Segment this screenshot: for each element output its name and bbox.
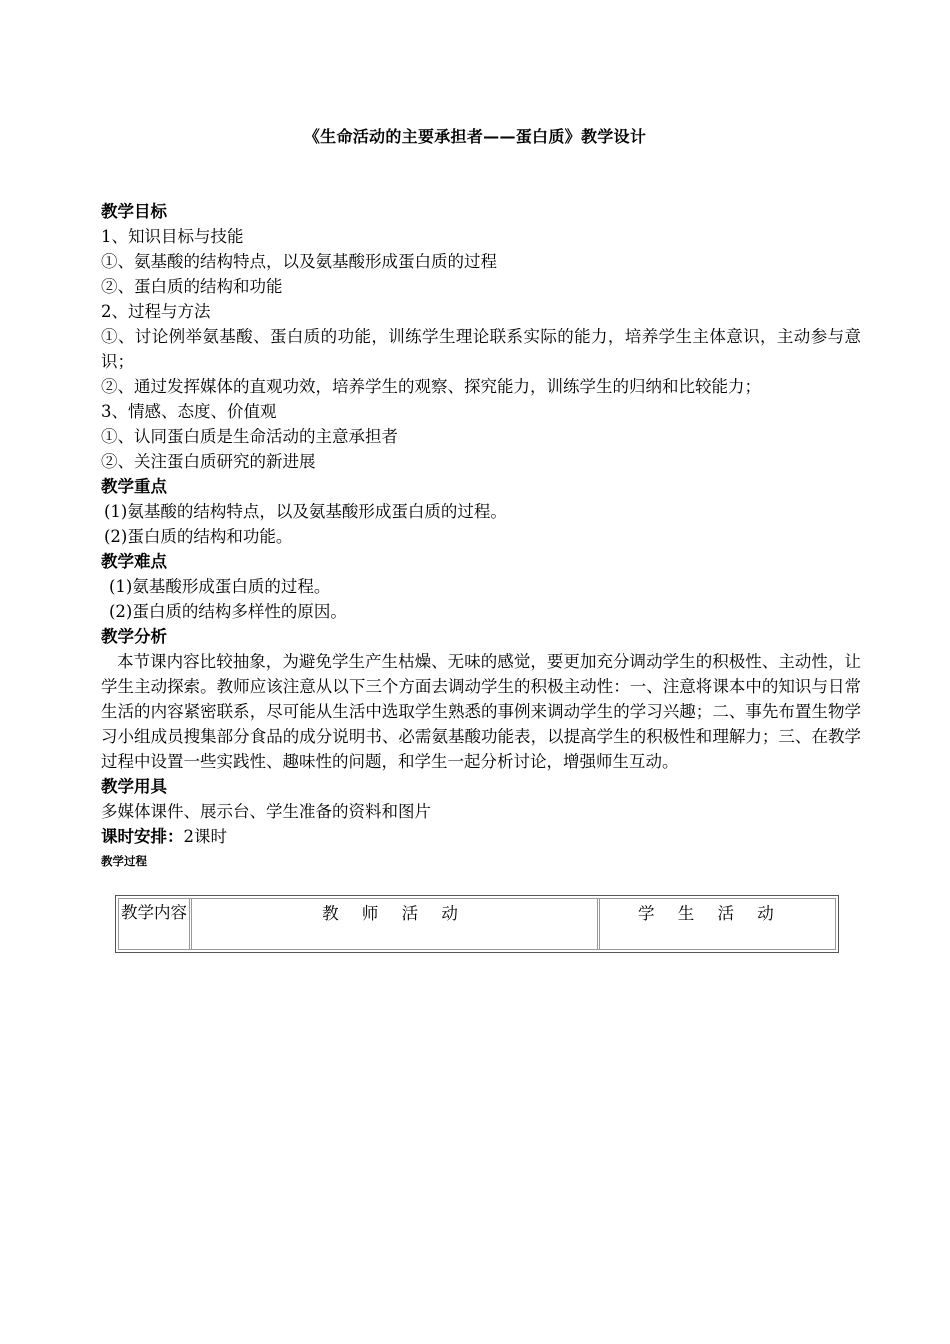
- header-teacher-activity: 教 师 活 动: [192, 899, 600, 949]
- process-table: [115, 895, 839, 953]
- process-table-header-row: [118, 898, 836, 950]
- document-title: 《生命活动的主要承担者——蛋白质》教学设计: [303, 127, 647, 146]
- objectives-heading: 教学目标: [101, 202, 167, 221]
- objective-line: ①、氨基酸的结构特点，以及氨基酸形成蛋白质的过程: [101, 252, 497, 271]
- objective-line: ②、关注蛋白质研究的新进展: [101, 452, 316, 471]
- objective-line: ①、认同蛋白质是生命活动的主意承担者: [101, 427, 398, 446]
- process-heading: 教学过程: [101, 854, 147, 868]
- analysis-paragraph: 本节课内容比较抽象，为避免学生产生枯燥、无味的感觉，要更加充分调动学生的积极性、主动性，让学生主动探索。教师应该注意从以下三个方面去调动学生的积极主动性：一、注意将课本中的知识与日常生活的内容紧密联系，尽可能从生活中选取学生熟悉的事例来调动学生的学习兴趣；二、事先布置生物学习小组成员搜集部分食品的成分说明书、必需氨基酸功能表，以提高学生的积极性和理解力；三、在教学过程中设置一些实践性、趣味性的问题，和学生一起分析讨论，增强师生互动。: [101, 652, 861, 771]
- schedule-line: [101, 824, 861, 849]
- key-point-line: (1)氨基酸的结构特点，以及氨基酸形成蛋白质的过程。: [104, 502, 507, 521]
- difficulties-heading: 教学难点: [101, 552, 167, 571]
- objective-line: ①、讨论例举氨基酸、蛋白质的功能，训练学生理论联系实际的能力，培养学生主体意识，主动参与意识；: [101, 327, 861, 371]
- document-body: [101, 199, 861, 870]
- tools-heading: 教学用具: [101, 777, 167, 796]
- difficulty-line: (2)蛋白质的结构多样性的原因。: [109, 602, 347, 621]
- key-point-line: (2)蛋白质的结构和功能。: [104, 527, 293, 546]
- objective-line: 2、过程与方法: [101, 302, 211, 321]
- objective-line: 1、知识目标与技能: [101, 227, 244, 246]
- tools-text: 多媒体课件、展示台、学生准备的资料和图片: [101, 802, 431, 821]
- objective-line: 3、情感、态度、价值观: [101, 402, 277, 421]
- header-student-activity: 学 生 活 动: [638, 904, 783, 923]
- difficulty-line: (1)氨基酸形成蛋白质的过程。: [109, 577, 331, 596]
- schedule-value: 2课时: [183, 827, 227, 846]
- analysis-heading: 教学分析: [101, 627, 167, 646]
- schedule-label: 课时安排：: [101, 827, 184, 846]
- key-points-heading: 教学重点: [101, 477, 167, 496]
- header-teaching-content: 教学内容: [119, 899, 192, 949]
- objective-line: ②、蛋白质的结构和功能: [101, 277, 283, 296]
- objective-line: ②、通过发挥媒体的直观功效，培养学生的观察、探究能力，训练学生的归纳和比较能力；: [101, 377, 761, 396]
